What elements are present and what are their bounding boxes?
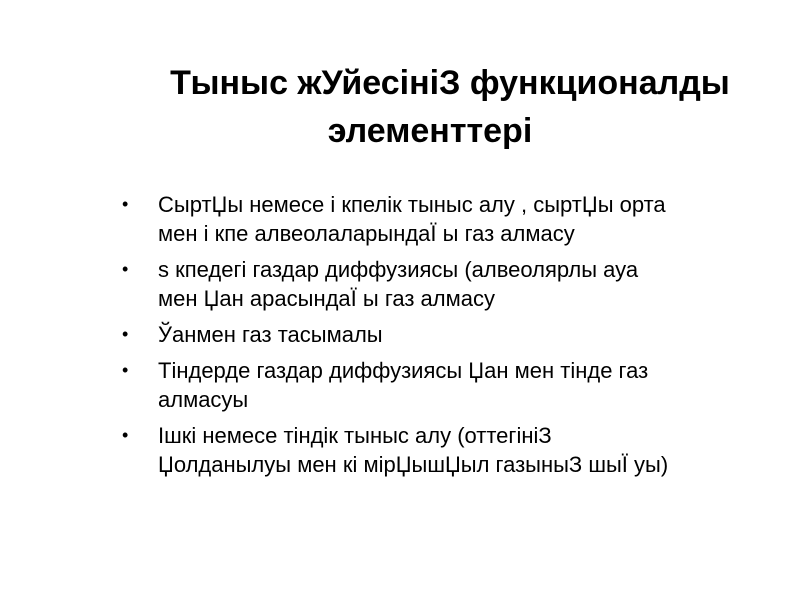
title-line-2: элементтері [327, 111, 533, 150]
list-item [122, 190, 782, 248]
bullet-icon: • [122, 425, 129, 445]
list-item [122, 421, 782, 479]
bullet-text: Тіндерде газдар диффузиясы Џан мен тінде газ алмасуы [158, 358, 649, 412]
list-item [122, 320, 782, 349]
bullet-icon: • [122, 194, 129, 214]
bullet-text: Ўанмен газ тасымалы [158, 322, 383, 347]
slide-title [100, 59, 800, 155]
list-item [122, 356, 782, 414]
bullet-text: СыртЏы немесе і кпелік тыныс алу , сыртЏы орта мен і кпе алвеолаларындаЇ ы газ алмасу [158, 192, 666, 246]
bullet-icon: • [122, 360, 129, 380]
bullet-text: Ішкі немесе тіндік тыныс алу (оттегініЗ Џолданылуы мен кі мірЏышЏыл газыныЗ шыЇ уы) [158, 423, 669, 477]
bullet-icon: • [122, 259, 129, 279]
bullet-text: s кпедегі газдар диффузиясы (алвеолярлы ауа мен Џан арасындаЇ ы газ алмасу [158, 257, 639, 311]
title-line-1: Тыныс жУйесініЗ функционалды [170, 63, 730, 102]
list-item [122, 255, 782, 313]
bullet-list [122, 190, 782, 486]
bullet-icon: • [122, 324, 129, 344]
